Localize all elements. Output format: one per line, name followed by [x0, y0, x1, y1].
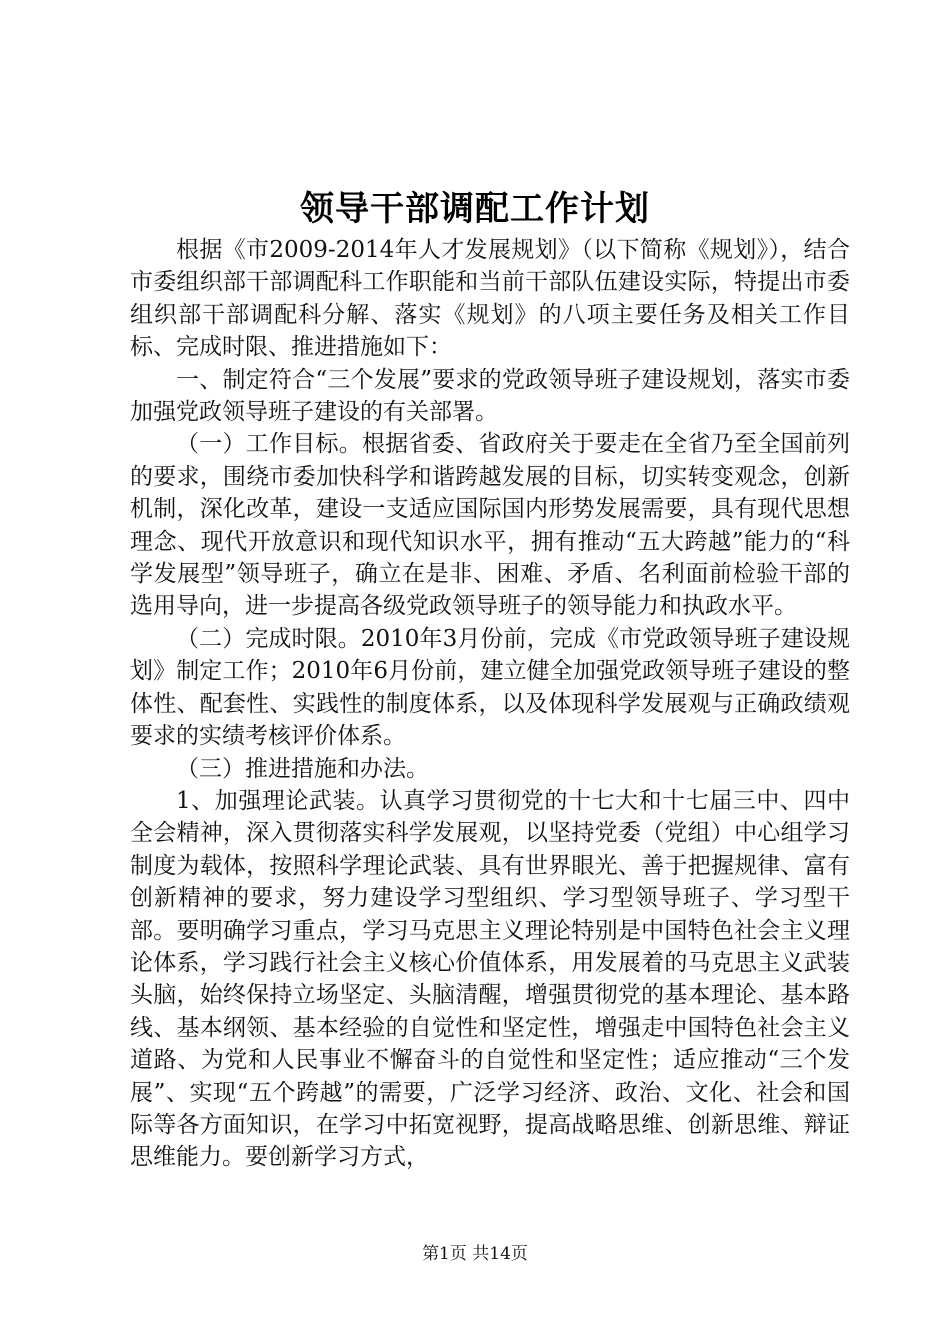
paragraph-section-1: 一、制定符合“三个发展”要求的党政领导班子建设规划，落实市委加强党政领导班子建设的有关部署。 [130, 366, 850, 426]
document-body [130, 234, 850, 1174]
paragraph-measure-1: 1、加强理论武装。认真学习贯彻党的十七大和十七届三中、四中全会精神，深入贯彻落实科学发展观，以坚持党委（党组）中心组学习制度为载体，按照科学理论武装、具有世界眼光、善于把握规律、富有创新精神的要求，努力建设学习型组织、学习型领导班子、学习型干部。要明确学习重点，学习马克思主义理论特别是中国特色社会主义理论体系，学习践行社会主义核心价值体系，用发展着的马克思主义武装头脑，始终保持立场坚定、头脑清醒，增强贯彻党的基本理论、基本路线、基本纲领、基本经验的自觉性和坚定性，增强走中国特色社会主义道路、为党和人民事业不懈奋斗的自觉性和坚定性；适应推动“三个发展”、实现“五个跨越”的需要，广泛学习经济、政治、文化、社会和国际等各方面知识，在学习中拓宽视野，提高战略思维、创新思维、辩证思维能力。要创新学习方式， [130, 787, 850, 1171]
paragraph-intro: 根据《市2009-2014年人才发展规划》（以下简称《规划》），结合市委组织部干部调配科工作职能和当前干部队伍建设实际，特提出市委组织部干部调配科分解、落实《规划》的八项主要任务及相关工作目标、完成时限、推进措施如下： [130, 237, 850, 361]
paragraph-deadline: （二）完成时限。2010年3月份前，完成《市党政领导班子建设规划》制定工作；2010年6月份前，建立健全加强党政领导班子建设的整体性、配套性、实践性的制度体系，以及体现科学发展观与正确政绩观要求的实绩考核评价体系。 [130, 625, 850, 750]
page-footer: 第1页 共14页 [422, 1244, 528, 1264]
paragraph-measures-heading: （三）推进措施和办法。 [176, 755, 429, 782]
paragraph-work-goal: （一）工作目标。根据省委、省政府关于要走在全省乃至全国前列的要求，围绕市委加快科学和谐跨越发展的目标，切实转变观念，创新机制，深化改革，建设一支适应国际国内形势发展需要，具有现代思想理念、现代开放意识和现代知识水平，拥有推动“五大跨越”能力的“科学发展型”领导班子，确立在是非、困难、矛盾、名利面前检验干部的选用导向，进一步提高各级党政领导班子的领导能力和执政水平。 [130, 431, 850, 620]
document-title: 领导干部调配工作计划 [300, 189, 650, 229]
